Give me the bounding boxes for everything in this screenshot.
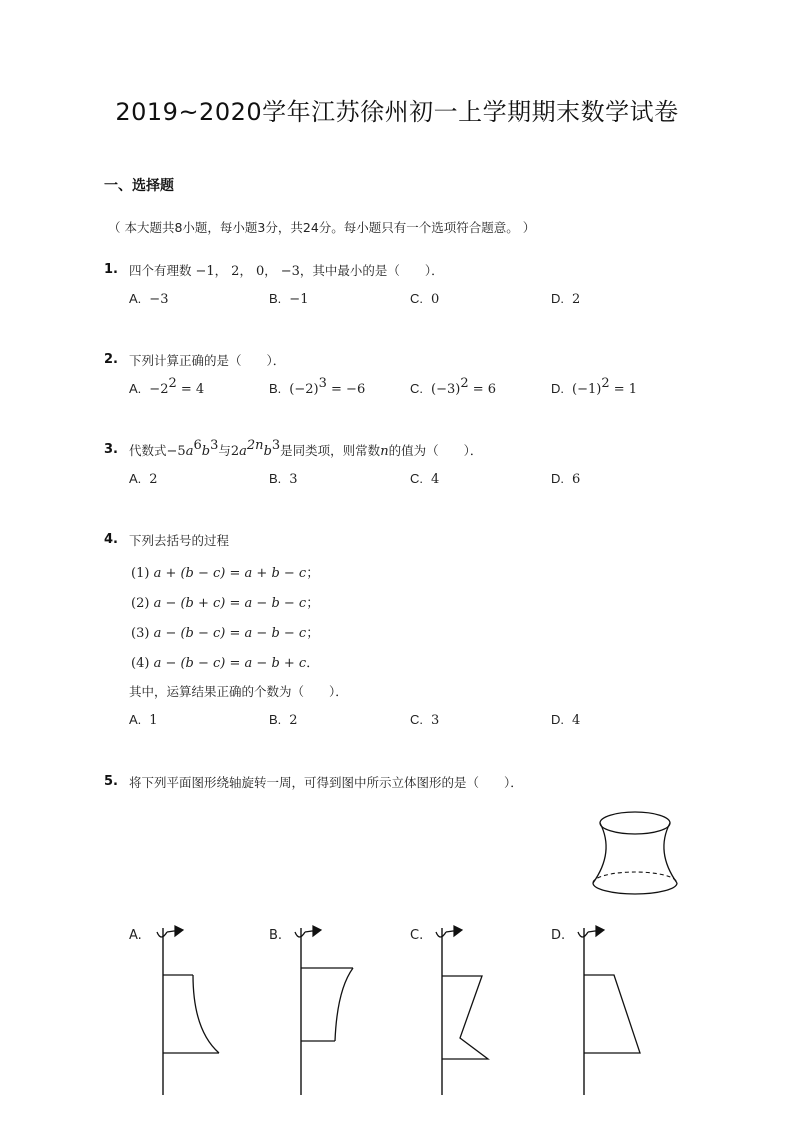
option-a[interactable]: A. $-2^2 = 4$ [129,376,205,397]
question-tail: 其中，运算结果正确的个数为（ ）． [129,684,348,699]
question-text: 将下列平面图形绕轴旋转一周，可得到图中所示立体图形的是（ ）． [129,775,523,790]
option-b[interactable]: B. −1 [269,291,309,307]
option-b[interactable]: B. 2 [269,712,298,728]
expression-line: (3) a − (b − c) = a − b − c； [131,626,320,641]
section-heading: 一、选择题 [104,178,174,194]
option-b[interactable]: B. $(-2)^3 = -6$ [269,376,366,397]
question-number: 3. [104,442,118,457]
option-a[interactable]: A. 2 [129,471,158,487]
option-c[interactable]: C. 4 [410,471,440,487]
figure-option-d[interactable] [566,920,666,1095]
figure-option-d-label[interactable]: D. [551,928,566,943]
option-d[interactable]: D. 4 [551,712,581,728]
exam-title: 2019~2020学年江苏徐州初一上学期期末数学试卷 [115,98,679,126]
option-d[interactable]: D. 2 [551,291,581,307]
expression-line: (2) a − (b + c) = a − b − c； [131,596,320,611]
option-c[interactable]: C. 0 [410,291,440,307]
option-b[interactable]: B. 3 [269,471,298,487]
question-number: 5. [104,774,118,789]
figure-option-a[interactable] [145,920,245,1095]
expression-line: (1) a + (b − c) = a + b − c； [131,566,320,581]
question-text: 代数式$-5a^6b^3$与$2a^{2n}b^3$是同类项，则常数n的值为（ ）． [129,438,483,459]
solid-figure [585,800,695,910]
option-a[interactable]: A. −3 [129,291,169,307]
expression-line: (4) a − (b − c) = a − b + c． [131,656,320,671]
section-note: （ 本大题共8小题，每小题3分，共24分。每小题只有一个选项符合题意。 ） [108,220,536,235]
figure-option-a-label[interactable]: A. [129,928,142,943]
question-number: 2. [104,352,118,367]
figure-option-c-label[interactable]: C. [410,928,424,943]
question-text: 下列去括号的过程 [129,533,230,548]
option-c[interactable]: C. 3 [410,712,440,728]
figure-option-b[interactable] [283,920,383,1095]
option-d[interactable]: D. $(-1)^2 = 1$ [551,376,638,397]
question-number: 1. [104,262,118,277]
option-c[interactable]: C. $(-3)^2 = 6$ [410,376,497,397]
figure-option-c[interactable] [424,920,524,1095]
option-d[interactable]: D. 6 [551,471,581,487]
question-number: 4. [104,532,118,547]
option-a[interactable]: A. 1 [129,712,158,728]
question-text: 四个有理数 −1， 2， 0， −3，其中最小的是（ ）． [129,263,444,279]
question-text: 下列计算正确的是（ ）． [129,353,286,368]
figure-option-b-label[interactable]: B. [269,928,283,943]
